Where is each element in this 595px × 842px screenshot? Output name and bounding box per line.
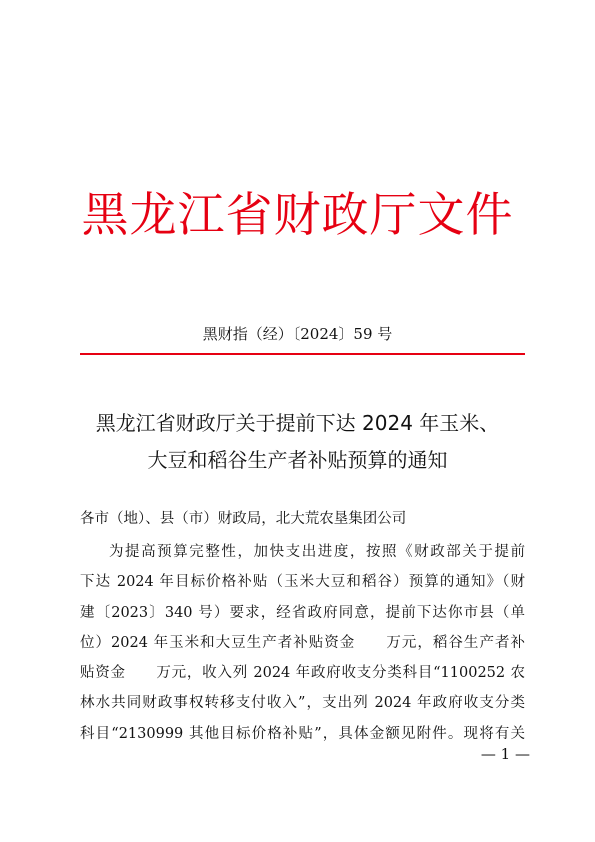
red-divider-rule xyxy=(80,353,525,355)
notice-title xyxy=(60,405,535,479)
notice-body xyxy=(80,537,525,749)
body-line: 位）2024 年玉米和大豆生产者补贴资金 万元，稻谷生产者补 xyxy=(80,634,525,651)
body-line: 下达 2024 年目标价格补贴（玉米大豆和稻谷）预算的通知》（财 xyxy=(80,574,525,591)
salutation: 各市（地）、县（市）财政局，北大荒农垦集团公司 xyxy=(80,511,407,527)
page-number: — 1 — xyxy=(480,745,530,763)
body-line: 贴资金 万元，收入列 2024 年政府收支分类科目“1100252 农 xyxy=(80,665,525,682)
body-line: 建〔2023〕340 号）要求，经省政府同意，提前下达你市县（单 xyxy=(80,604,525,621)
document-number: 黑财指（经）〔2024〕59 号 xyxy=(202,325,393,343)
document-header-title: 黑龙江省财政厅文件 xyxy=(81,188,514,243)
notice-title-line: 黑龙江省财政厅关于提前下达 2024 年玉米、 xyxy=(95,411,500,435)
body-line: 科目“2130999 其他目标价格补贴”，具体金额见附件。现将有关 xyxy=(80,725,525,742)
body-line: 林水共同财政事权转移支付收入”，支出列 2024 年政府收支分类 xyxy=(80,695,525,712)
body-line: 为提高预算完整性，加快支出进度，按照《财政部关于提前 xyxy=(109,544,525,560)
notice-title-line: 大豆和稻谷生产者补贴预算的通知 xyxy=(147,448,448,472)
